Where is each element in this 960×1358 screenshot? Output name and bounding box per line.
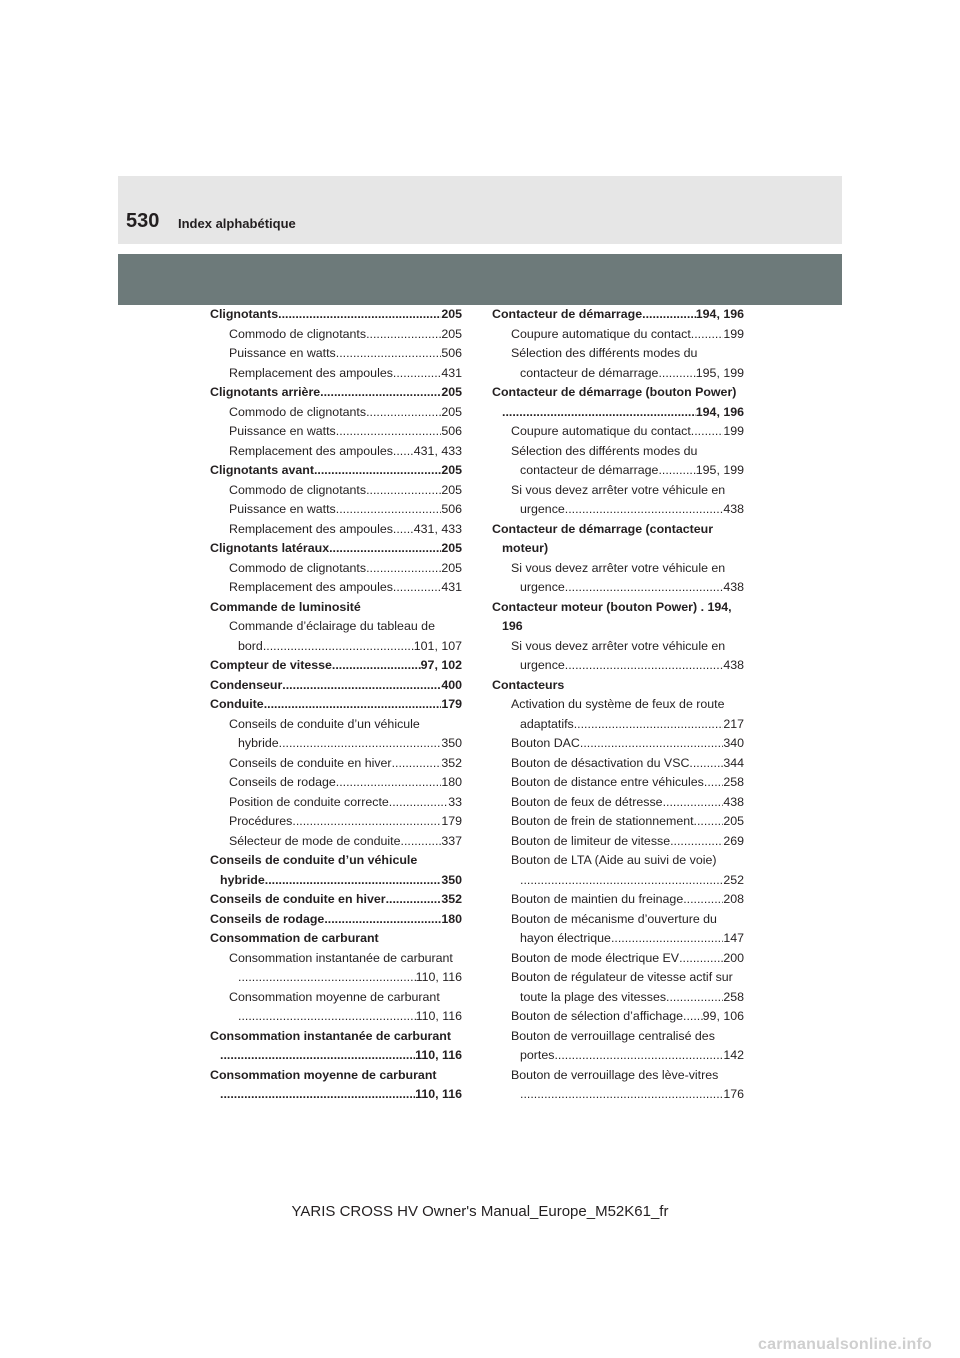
index-entry-sub — [210, 773, 462, 793]
dot-leader — [704, 773, 723, 793]
index-entry-page: 200 — [723, 950, 744, 965]
index-entry-page: 431 — [441, 580, 462, 594]
dot-leader — [329, 539, 441, 559]
dot-leader — [292, 812, 441, 832]
header-band — [118, 254, 842, 305]
index-entry-sub — [210, 559, 462, 579]
index-entry-page: 431, 433 — [413, 443, 462, 458]
index-entry-sub — [492, 734, 744, 754]
index-entry-page: 195, 199 — [695, 365, 744, 380]
index-entry-sub — [492, 1046, 744, 1066]
index-entry-text: adaptatifs — [520, 716, 574, 731]
dot-leader — [238, 968, 416, 988]
index-entry-page: 350 — [441, 872, 462, 887]
index-entry-page: 506 — [441, 502, 462, 516]
index-entry-text: Coupure automatique du contact — [511, 326, 691, 341]
index-entry-text: Puissance en watts — [229, 424, 336, 438]
index-entry-page: 101, 107 — [413, 638, 462, 653]
index-entry-page: 350 — [441, 736, 462, 750]
index-entry-page: 179 — [441, 814, 462, 828]
index-entry-page: 110, 116 — [415, 970, 462, 984]
index-entry-main: Contacteur moteur (bouton Power) . 194, — [492, 599, 732, 614]
index-entry-page: 506 — [441, 346, 462, 360]
index-entry-text: Commodo de clignotants — [229, 482, 367, 497]
dot-leader — [393, 520, 414, 540]
index-entry-text: Conseils de rodage — [229, 775, 336, 789]
dot-leader — [393, 442, 414, 462]
index-entry-page: 110, 116 — [415, 1087, 462, 1101]
index-entry-sub — [210, 793, 462, 813]
index-entry-sub: Bouton de LTA (Aide au suivi de voie) — [511, 853, 717, 867]
index-entry-page: 352 — [441, 755, 462, 770]
index-entry-text: portes — [520, 1048, 555, 1062]
index-entry-sub — [492, 812, 744, 832]
index-entry-main: Consommation de carburant — [210, 931, 379, 945]
index-entry-sub — [492, 364, 744, 384]
index-entry-page: 208 — [723, 892, 744, 906]
dot-leader — [336, 344, 442, 364]
dot-leader — [401, 832, 442, 852]
index-entry-text: hybride — [238, 736, 279, 750]
index-entry-page: 400 — [441, 677, 462, 692]
dot-leader — [683, 890, 723, 910]
index-entry-page: 205 — [441, 326, 462, 341]
dot-leader — [366, 403, 441, 423]
dot-leader — [658, 461, 695, 481]
dot-leader — [320, 383, 441, 403]
index-entry-sub: Consommation moyenne de carburant — [229, 989, 440, 1004]
index-entry-page: 33 — [448, 794, 462, 809]
index-entry-text: Remplacement des ampoules — [229, 580, 393, 594]
index-entry-text: Clignotants avant — [210, 463, 314, 477]
index-entry-page: 205 — [441, 560, 462, 575]
index-entry-sub — [492, 890, 744, 910]
index-entry-page: 199 — [723, 326, 744, 341]
dot-leader — [691, 325, 724, 345]
index-entry-main — [210, 871, 462, 891]
index-entry-text: Conseils de conduite en hiver — [229, 755, 392, 770]
index-entry-text: Position de conduite correcte — [229, 794, 389, 809]
index-entry-page: 352 — [441, 892, 462, 906]
dot-leader — [565, 578, 724, 598]
index-entry-page: 252 — [723, 872, 744, 887]
dot-leader — [238, 1007, 416, 1027]
dot-leader — [663, 793, 724, 813]
index-entry-sub — [492, 871, 744, 891]
index-entry-text: Bouton de maintien du freinage — [511, 892, 684, 906]
dot-leader — [393, 578, 441, 598]
index-entry-page: 258 — [723, 989, 744, 1004]
index-entry-page: 438 — [723, 502, 744, 516]
dot-leader — [336, 773, 442, 793]
index-entry-text: Bouton de frein de stationnement — [511, 814, 694, 828]
dot-leader — [502, 403, 696, 423]
index-entry-text: Puissance en watts — [229, 346, 336, 360]
index-entry-page: 194, 196 — [695, 404, 744, 419]
index-entry-sub — [492, 578, 744, 598]
index-entry-main: 196 — [502, 619, 523, 633]
index-entry-text: Condenseur — [210, 677, 283, 692]
index-entry-text: Remplacement des ampoules — [229, 521, 393, 536]
index-entry-sub — [210, 968, 462, 988]
index-entry-main — [210, 305, 462, 325]
index-entry-sub: Si vous devez arrêter votre véhicule en — [511, 482, 726, 497]
index-entry-page: 205 — [441, 463, 462, 477]
index-entry-text: Remplacement des ampoules — [229, 443, 393, 458]
footer-manual-id: YARIS CROSS HV Owner's Manual_Europe_M52K61_fr — [291, 1203, 669, 1220]
index-entry-page: 438 — [723, 658, 744, 672]
dot-leader — [520, 871, 723, 891]
index-entry-main: Conseils de conduite d’un véhicule — [210, 853, 418, 867]
dot-leader — [565, 500, 724, 520]
dot-leader — [642, 305, 696, 325]
index-entry-page: 180 — [441, 911, 462, 926]
index-entry-main — [210, 383, 462, 403]
index-entry-page: 110, 116 — [415, 1048, 462, 1062]
index-entry-page: 205 — [441, 482, 462, 497]
dot-leader — [392, 754, 442, 774]
page-number: 530 — [126, 210, 160, 232]
index-entry-page: 195, 199 — [695, 463, 744, 477]
index-entry-text: Bouton de limiteur de vitesse — [511, 833, 671, 848]
index-entry-sub: Sélection des différents modes du — [511, 443, 698, 458]
index-entry-sub — [492, 773, 744, 793]
index-entry-sub: Bouton de verrouillage centralisé des — [511, 1028, 715, 1043]
index-entry-main: Contacteur de démarrage (bouton Power) — [492, 385, 737, 399]
index-entry-main — [492, 403, 744, 423]
index-entry-page: 431, 433 — [413, 521, 462, 536]
dot-leader — [666, 988, 723, 1008]
index-entry-text: Conseils de conduite en hiver — [210, 892, 386, 906]
index-entry-text: Sélecteur de mode de conduite — [229, 833, 401, 848]
index-entry-page: 180 — [441, 775, 462, 789]
index-entry-sub — [492, 656, 744, 676]
index-entry-text: Coupure automatique du contact — [511, 424, 691, 438]
index-entry-text: Bouton de mode électrique EV — [511, 950, 680, 965]
index-entry-text: Commodo de clignotants — [229, 404, 367, 419]
index-entry-text: Bouton de distance entre véhicules — [511, 775, 704, 789]
index-entry-text: bord — [238, 638, 263, 653]
dot-leader — [520, 1085, 723, 1105]
index-entry-text: Compteur de vitesse — [210, 658, 332, 672]
index-entry-page: 337 — [441, 833, 462, 848]
index-entry-sub — [492, 988, 744, 1008]
index-entry-sub — [492, 1085, 744, 1105]
index-entry-sub — [210, 812, 462, 832]
index-entry-sub — [210, 364, 462, 384]
index-entry-main — [210, 539, 462, 559]
index-entry-text: Clignotants arrière — [210, 385, 321, 399]
dot-leader — [282, 676, 441, 696]
index-entry-sub — [492, 461, 744, 481]
dot-leader — [611, 929, 723, 949]
index-entry-sub: Si vous devez arrêter votre véhicule en — [511, 638, 726, 653]
index-entry-sub — [210, 734, 462, 754]
index-entry-sub — [210, 403, 462, 423]
index-entry-text: toute la plage des vitesses — [520, 989, 667, 1004]
index-entry-page: 431 — [441, 365, 462, 380]
dot-leader — [658, 364, 695, 384]
index-entry-page: 142 — [723, 1048, 744, 1062]
index-entry-text: Bouton DAC — [511, 736, 580, 750]
index-entry-main: Consommation instantanée de carburant — [210, 1028, 451, 1043]
index-entry-page: 205 — [723, 814, 744, 828]
dot-leader — [324, 910, 441, 930]
index-entry-page: 194, 196 — [695, 307, 744, 321]
index-entry-main — [210, 1046, 462, 1066]
index-entry-sub — [210, 832, 462, 852]
index-entry-page: 179 — [441, 697, 462, 711]
index-entry-page: 199 — [723, 424, 744, 438]
index-entry-sub — [210, 1007, 462, 1027]
dot-leader — [683, 1007, 703, 1027]
index-entry-sub — [492, 1007, 744, 1027]
dot-leader — [393, 364, 441, 384]
dot-leader — [565, 656, 724, 676]
dot-leader — [691, 422, 724, 442]
index-entry-text: Conduite — [210, 697, 264, 711]
index-entry-sub — [492, 949, 744, 969]
index-entry-sub — [210, 637, 462, 657]
index-entry-sub: Activation du système de feux de route — [511, 697, 725, 711]
header-bar — [118, 176, 842, 244]
index-entry-page: 147 — [723, 931, 744, 945]
dot-leader — [265, 871, 442, 891]
index-entry-page: 217 — [723, 716, 744, 731]
index-entry-page: 99, 106 — [702, 1009, 744, 1023]
index-entry-main — [492, 305, 744, 325]
index-entry-sub — [210, 325, 462, 345]
dot-leader — [336, 422, 442, 442]
index-entry-text: Bouton de sélection d’affichage — [511, 1009, 683, 1023]
index-entry-page: 506 — [441, 424, 462, 438]
index-entry-main — [210, 461, 462, 481]
index-entry-text: Conseils de rodage — [210, 911, 325, 926]
index-column-right — [492, 305, 744, 1105]
index-entry-page: 205 — [441, 404, 462, 419]
index-entry-main — [210, 1085, 462, 1105]
index-entry-page: 269 — [723, 833, 744, 848]
dot-leader — [366, 559, 441, 579]
index-entry-main — [210, 656, 462, 676]
index-entry-sub: Bouton de régulateur de vitesse actif sur — [511, 970, 733, 984]
index-entry-text: hybride — [220, 872, 265, 887]
index-entry-sub — [492, 715, 744, 735]
index-entry-sub: Sélection des différents modes du — [511, 346, 698, 360]
index-entry-sub — [492, 793, 744, 813]
dot-leader — [679, 949, 723, 969]
dot-leader — [580, 734, 723, 754]
index-entry-sub — [492, 500, 744, 520]
index-entry-page: 438 — [723, 794, 744, 809]
index-entry-sub: Conseils de conduite d’un véhicule — [229, 716, 420, 731]
index-entry-main — [210, 890, 462, 910]
dot-leader — [554, 1046, 723, 1066]
index-entry-sub — [210, 481, 462, 501]
index-entry-sub: Consommation instantanée de carburant — [229, 950, 453, 965]
dot-leader — [386, 890, 442, 910]
index-entry-sub — [210, 578, 462, 598]
dot-leader — [220, 1085, 415, 1105]
dot-leader — [264, 695, 442, 715]
index-entry-page: 97, 102 — [420, 658, 462, 672]
index-entry-main: Consommation moyenne de carburant — [210, 1067, 437, 1082]
index-entry-sub — [492, 929, 744, 949]
index-entry-sub — [210, 344, 462, 364]
index-entry-text: urgence — [520, 658, 565, 672]
index-entry-text: Procédures — [229, 814, 293, 828]
index-entry-sub: Commande d’éclairage du tableau de — [229, 619, 435, 633]
index-entry-text: urgence — [520, 502, 565, 516]
index-entry-text: Contacteur de démarrage — [492, 307, 643, 321]
dot-leader — [263, 637, 414, 657]
index-entry-sub — [210, 442, 462, 462]
dot-leader — [366, 481, 441, 501]
index-entry-text: Puissance en watts — [229, 502, 336, 516]
index-entry-main: Commande de luminosité — [210, 599, 361, 614]
dot-leader — [279, 734, 442, 754]
dot-leader — [366, 325, 441, 345]
index-entry-page: 344 — [723, 755, 744, 770]
index-entry-main: Contacteur de démarrage (contacteur — [492, 521, 714, 536]
index-entry-sub — [210, 422, 462, 442]
index-entry-sub: Si vous devez arrêter votre véhicule en — [511, 560, 726, 575]
index-entry-sub — [210, 500, 462, 520]
index-entry-sub: Bouton de verrouillage des lève-vitres — [511, 1067, 719, 1082]
index-entry-sub — [492, 422, 744, 442]
dot-leader — [694, 812, 724, 832]
index-entry-page: 438 — [723, 580, 744, 594]
dot-leader — [220, 1046, 415, 1066]
index-entry-main: moteur) — [502, 541, 549, 555]
index-entry-page: 176 — [723, 1087, 744, 1101]
index-entry-page: 340 — [723, 736, 744, 750]
index-entry-text: Bouton de feux de détresse — [511, 794, 663, 809]
index-entry-text: Clignotants — [210, 307, 279, 321]
index-entry-main: Contacteurs — [492, 677, 565, 692]
index-entry-text: Remplacement des ampoules — [229, 365, 393, 380]
dot-leader — [278, 305, 441, 325]
index-entry-text: Commodo de clignotants — [229, 560, 367, 575]
watermark: carmanualsonline.info — [758, 1336, 933, 1353]
index-entry-page: 205 — [441, 307, 462, 321]
dot-leader — [670, 832, 723, 852]
index-entry-page: 110, 116 — [415, 1009, 462, 1023]
index-entry-sub — [492, 832, 744, 852]
dot-leader — [336, 500, 442, 520]
index-entry-text: contacteur de démarrage — [520, 365, 659, 380]
index-entry-sub — [210, 754, 462, 774]
index-entry-text: Bouton de désactivation du VSC — [511, 755, 690, 770]
index-entry-text: Clignotants latéraux — [210, 541, 330, 555]
index-entry-page: 258 — [723, 775, 744, 789]
index-entry-sub — [492, 754, 744, 774]
index-entry-sub — [210, 520, 462, 540]
index-entry-text: urgence — [520, 580, 565, 594]
dot-leader — [314, 461, 441, 481]
index-entry-text: Commodo de clignotants — [229, 326, 367, 341]
index-entry-sub: Bouton de mécanisme d’ouverture du — [511, 911, 717, 926]
index-entry-text: hayon électrique — [520, 931, 611, 945]
dot-leader — [332, 656, 421, 676]
index-entry-page: 205 — [441, 541, 462, 555]
dot-leader — [389, 793, 448, 813]
index-entry-page: 205 — [441, 385, 462, 399]
index-entry-main — [210, 676, 462, 696]
index-entry-text: contacteur de démarrage — [520, 463, 659, 477]
dot-leader — [574, 715, 724, 735]
index-column-left — [210, 305, 462, 1105]
dot-leader — [689, 754, 723, 774]
index-entry-main — [210, 910, 462, 930]
section-title: Index alphabétique — [178, 216, 296, 231]
index-entry-sub — [492, 325, 744, 345]
index-entry-main — [210, 695, 462, 715]
